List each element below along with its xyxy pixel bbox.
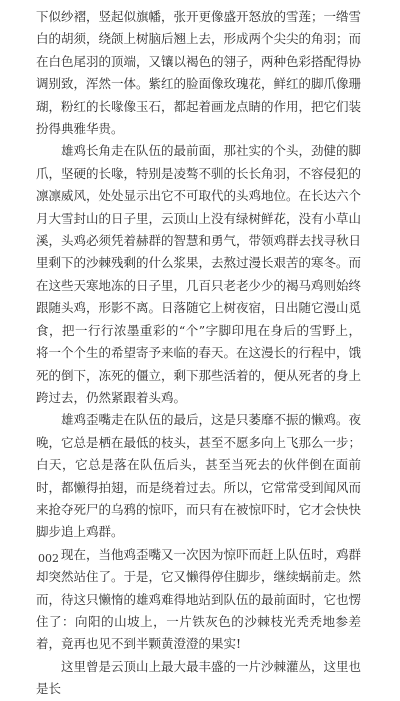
- paragraph: 雄鸡长角走在队伍的最前面，那社实的个头，劲健的脚爪，坚硬的长喙，特别是凌骜不驯的长长角羽，不容侵犯的凛凛威风，处处显示出它不可取代的头鸡地位。在长达六个月大雪封山的日子里，云顶山上没有绿树鲜花，没有小草山溪，头鸡必须凭着赫群的智慧和勇气，带领鸡群去找寻秋日里剩下的沙棘残剩的什么浆果，去熬过漫长艰苦的寒冬。而在这些天寒地冻的日子里，几百只老老少少的褐马鸡则始终跟随头鸡，形影不离。日落随它上树夜宿，日出随它漫山觅食，把一行行浓墨重彩的“个”字脚印甩在身后的雪野上，将一个个生的希望寄予来临的春天。在这漫长的行程中，饿死的倒下，冻死的僵立，剩下那些活着的，便从死者的身上跨过去，仍然紧跟着头鸡。: [36, 143, 362, 405]
- paragraph: 现在，当他鸡歪嘴又一次因为惊吓而赶上队伍时，鸡群却突然站住了。于是，它又懒得停住脚步，继续蜗前走。然而，待这只懒惰的雄鸡难得地站到队伍的最前面时，它也愣住了：向阳的山坡上，一片铁灰色的沙棘枝光秃秃地参差着，竟再也见不到半颗黄澄澄的果实!: [36, 546, 362, 652]
- body-text: [36, 6, 361, 701]
- page-number: 002: [38, 552, 59, 565]
- paragraph: 下似纱褶，竖起似旗幡，张开更像盛开怒放的雪莲；一绺雪白的胡须，绕颌上树脑后翘上去，形成两个尖尖的角羽；而在白色尾羽的顶端，又镶以褐色的翎子，两种色彩搭配得协调别致，浑然一体。紫红的脸面像玫瑰花，鲜红的脚爪像珊瑚，粉红的长喙像玉石，都起着画龙点睛的作用，把它们装扮得典雅华贵。: [36, 9, 362, 137]
- paragraph: 雄鸡歪嘴走在队伍的最后，这是只萎靡不振的懒鸡。夜晚，它总是栖在最低的枝头，甚至不愿多向上飞那么一步；白天，它总是落在队伍后头，甚至当死去的伙伴倒在面前时，都懒得拍翅，而是绕着过去。所以，它常常受到闻风而来抢夺死尸的乌鸦的惊吓，而只有在被惊吓时，它才会快快脚步追上鸡群。: [36, 412, 362, 540]
- paragraph: 这里曾是云顶山上最大最丰盛的一片沙棘灌丛，这里也是长: [36, 658, 362, 697]
